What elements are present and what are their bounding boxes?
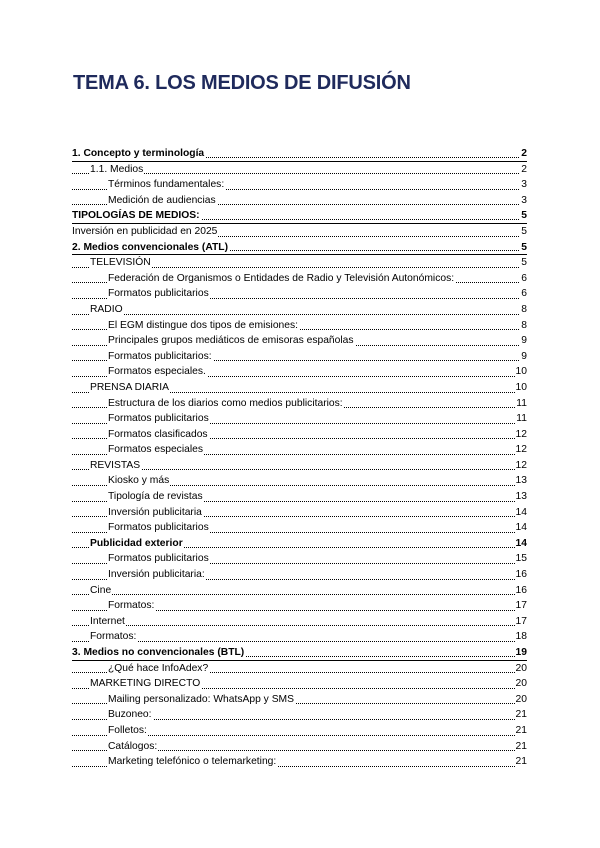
toc-entry[interactable] [72, 520, 527, 536]
toc-page-number: 21 [515, 754, 527, 770]
toc-entry-title: Formatos publicitarios [108, 553, 209, 565]
toc-page-number: 21 [515, 723, 527, 739]
toc-entry-title: Términos fundamentales: [108, 179, 225, 191]
toc-page-number: 20 [515, 692, 527, 708]
toc-entry-title: Marketing telefónico o telemarketing: [108, 756, 277, 768]
toc-page-number: 8 [520, 302, 527, 318]
toc-page-number: 12 [515, 427, 527, 443]
toc-page-number: 12 [515, 458, 527, 474]
toc-entry[interactable] [72, 349, 527, 365]
toc-page-number: 9 [520, 349, 527, 365]
toc-entry[interactable] [72, 614, 527, 630]
toc-page-number: 14 [515, 520, 527, 536]
toc-page-number: 5 [520, 208, 527, 224]
toc-entry[interactable] [72, 442, 527, 458]
toc-entry-title: 3. Medios no convencionales (BTL) [72, 647, 245, 658]
toc-entry-title: Formatos: [90, 631, 137, 643]
toc-entry[interactable] [72, 208, 527, 224]
toc-entry-title: REVISTAS [90, 459, 141, 471]
toc-entry[interactable] [72, 661, 527, 677]
toc-entry-title: Formatos especiales. [108, 366, 206, 378]
toc-page-number: 3 [520, 193, 527, 209]
toc-page-number: 15 [515, 551, 527, 567]
toc-page-number: 13 [515, 489, 527, 505]
toc-entry-title: Formatos publicitarios [108, 522, 209, 534]
toc-page-number: 2 [520, 162, 527, 178]
toc-entry-title: Catálogos: [108, 740, 158, 752]
toc-page-number: 19 [515, 645, 527, 661]
toc-entry-title: ¿Qué hace InfoAdex? [108, 662, 209, 674]
toc-entry[interactable] [72, 177, 527, 193]
toc-entry[interactable] [72, 302, 527, 318]
toc-page-number: 5 [520, 240, 527, 256]
toc-page-number: 17 [515, 598, 527, 614]
toc-entry[interactable] [72, 271, 527, 287]
toc-entry-title: Kiosko y más [108, 475, 170, 487]
toc-page-number: 5 [520, 224, 527, 240]
toc-page-number: 2 [520, 146, 527, 162]
toc-page-number: 20 [515, 661, 527, 677]
toc-page-number: 6 [520, 286, 527, 302]
toc-entry-title: Formatos clasificados [108, 428, 208, 440]
toc-page-number: 14 [515, 536, 527, 552]
toc-leader-dots [72, 594, 527, 595]
toc-page-number: 13 [515, 473, 527, 489]
document-title: TEMA 6. LOS MEDIOS DE DIFUSIÓN [73, 72, 411, 94]
toc-page-number: 12 [515, 442, 527, 458]
toc-entry-title: Inversión en publicidad en 2025 [72, 225, 218, 237]
toc-entry-title: Estructura de los diarios como medios publicitarios: [108, 397, 343, 409]
toc-entry-title: Buzoneo: [108, 709, 152, 721]
toc-entry[interactable] [72, 723, 527, 739]
toc-page-number: 21 [515, 707, 527, 723]
toc-entry-title: Formatos publicitarios [108, 288, 209, 300]
toc-page-number: 17 [515, 614, 527, 630]
toc-entry-title: Formatos publicitarios: [108, 350, 212, 362]
toc-entry[interactable] [72, 645, 527, 661]
toc-entry[interactable] [72, 739, 527, 755]
toc-entry[interactable] [72, 754, 527, 770]
toc-page-number: 9 [520, 333, 527, 349]
toc-entry-title: Mailing personalizado: WhatsApp y SMS [108, 693, 295, 705]
toc-entry[interactable] [72, 567, 527, 583]
toc-entry-title: RADIO [90, 303, 123, 315]
toc-entry-title: Cine [90, 584, 112, 596]
toc-entry-title: Publicidad exterior [90, 537, 183, 549]
toc-entry[interactable] [72, 193, 527, 209]
toc-page-number: 14 [515, 505, 527, 521]
toc-entry[interactable] [72, 286, 527, 302]
toc-page-number: 6 [520, 271, 527, 287]
toc-entry-title: Inversión publicitaria: [108, 569, 205, 581]
toc-entry[interactable] [72, 224, 527, 240]
toc-entry[interactable] [72, 318, 527, 334]
toc-entry-title: Internet [90, 615, 125, 627]
toc-entry[interactable] [72, 598, 527, 614]
toc-entry[interactable] [72, 473, 527, 489]
toc-leader-dots [72, 314, 527, 315]
toc-page-number: 16 [515, 583, 527, 599]
toc-page-number: 11 [515, 411, 527, 427]
toc-entry-title: Medición de audiencias [108, 194, 216, 206]
toc-entry[interactable] [72, 146, 527, 162]
toc-entry[interactable] [72, 240, 527, 256]
toc-entry-title: Formatos: [108, 600, 155, 612]
toc-entry[interactable] [72, 536, 527, 552]
toc-entry[interactable] [72, 255, 527, 271]
toc-entry[interactable] [72, 411, 527, 427]
toc-entry[interactable] [72, 583, 527, 599]
toc-entry-title: Inversión publicitaria [108, 506, 202, 518]
toc-entry[interactable] [72, 629, 527, 645]
toc-entry[interactable] [72, 427, 527, 443]
toc-page-number: 10 [515, 364, 527, 380]
toc-entry[interactable] [72, 364, 527, 380]
toc-page-number: 10 [515, 380, 527, 396]
toc-entry-title: Principales grupos mediáticos de emisoras españolas [108, 335, 354, 347]
toc-entry[interactable] [72, 162, 527, 178]
toc-entry-title: 1. Concepto y terminología [72, 148, 205, 159]
toc-entry[interactable] [72, 551, 527, 567]
toc-entry-title: MARKETING DIRECTO [90, 678, 201, 690]
toc-leader-dots [72, 625, 527, 626]
toc-page-number: 5 [520, 255, 527, 271]
toc-entry[interactable] [72, 396, 527, 412]
toc-entry-title: Tipología de revistas [108, 491, 203, 503]
toc-entry-title: El EGM distingue dos tipos de emisiones: [108, 319, 299, 331]
toc-page-number: 16 [515, 567, 527, 583]
toc-page-number: 3 [520, 177, 527, 193]
toc-entry[interactable] [72, 380, 527, 396]
toc-entry-title: 2. Medios convencionales (ATL) [72, 241, 229, 253]
toc-entry-title: Formatos publicitarios [108, 413, 209, 425]
toc-entry-title: PRENSA DIARIA [90, 381, 169, 393]
toc-entry[interactable] [72, 458, 527, 474]
toc-entry-title: 1.1. Medios [90, 163, 144, 175]
toc-entry-title: TIPOLOGÍAS DE MEDIOS: [72, 210, 200, 222]
toc-entry-title: Formatos especiales [108, 444, 203, 456]
toc-entry[interactable] [72, 707, 527, 723]
toc-page-number: 11 [515, 396, 527, 412]
toc-page-number: 20 [515, 676, 527, 692]
toc-leader-dots [72, 641, 527, 642]
toc-page-number: 18 [515, 629, 527, 645]
toc-entry[interactable] [72, 676, 527, 692]
table-of-contents [72, 146, 527, 770]
toc-entry[interactable] [72, 489, 527, 505]
toc-page-number: 8 [520, 318, 527, 334]
toc-entry[interactable] [72, 692, 527, 708]
toc-entry-title: Federación de Organismos o Entidades de Radio y Televisión Autonómicos: [108, 272, 455, 284]
toc-entry-title: TELEVISIÓN [90, 257, 151, 269]
toc-entry[interactable] [72, 505, 527, 521]
toc-entry-title: Folletos: [108, 724, 147, 736]
toc-page-number: 21 [515, 739, 527, 755]
toc-entry[interactable] [72, 333, 527, 349]
